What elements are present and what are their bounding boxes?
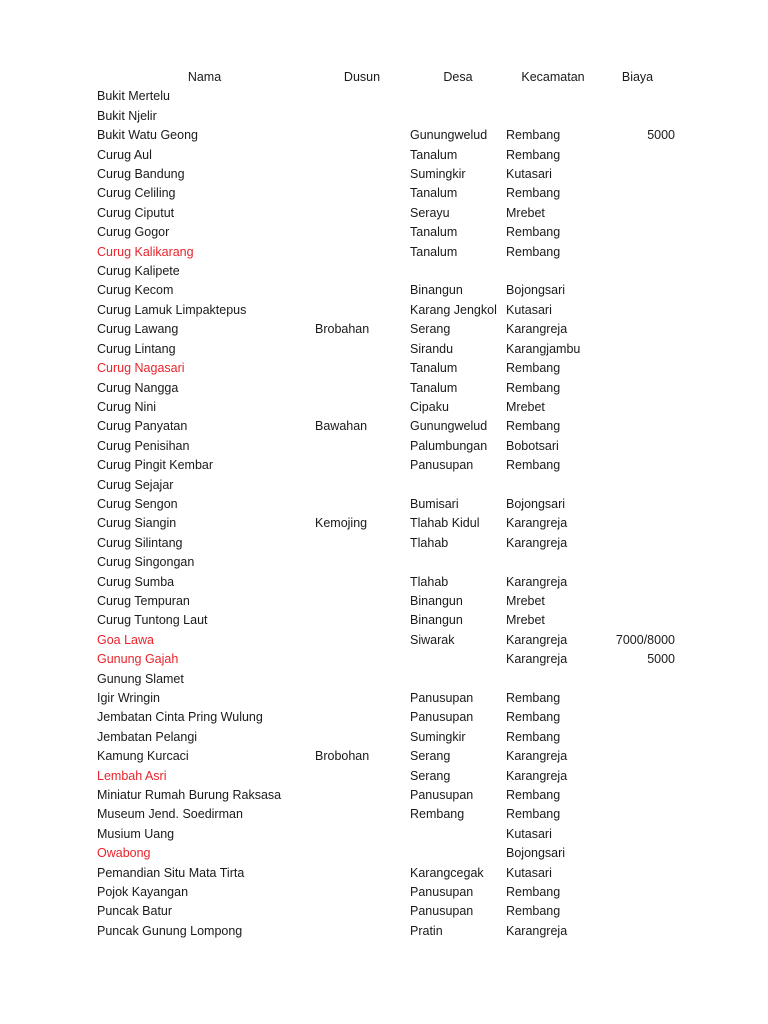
- cell-kecamatan: Rembang: [506, 788, 561, 803]
- cell-desa: Gunungwelud: [410, 419, 488, 434]
- cell-desa: Tanalum: [410, 380, 458, 395]
- cell-nama: Curug Aul: [97, 147, 152, 162]
- cell-desa: Tanalum: [410, 225, 458, 240]
- cell-kecamatan: Bojongsari: [506, 283, 566, 298]
- cell-kecamatan: Kutasari: [506, 865, 552, 880]
- table-row: [0, 689, 768, 708]
- cell-nama: Curug Lintang: [97, 341, 176, 356]
- cell-nama: Kamung Kurcaci: [97, 749, 189, 764]
- cell-nama: Curug Panyatan: [97, 419, 188, 434]
- cell-kecamatan: Karangreja: [506, 322, 568, 337]
- cell-desa: Tanalum: [410, 186, 458, 201]
- cell-nama: Curug Celiling: [97, 186, 176, 201]
- cell-kecamatan: Rembang: [506, 147, 561, 162]
- cell-biaya: 7000/8000: [615, 632, 675, 647]
- table-row: [0, 650, 768, 669]
- cell-desa: Siwarak: [410, 632, 455, 647]
- cell-kecamatan: Mrebet: [506, 613, 545, 628]
- cell-kecamatan: Rembang: [506, 128, 561, 143]
- cell-kecamatan: Kutasari: [506, 167, 552, 182]
- table-row: [0, 573, 768, 592]
- cell-desa: Panusupan: [410, 691, 474, 705]
- cell-biaya: 5000: [647, 128, 675, 143]
- cell-kecamatan: Bojongsari: [506, 496, 566, 511]
- cell-kecamatan: Karangjambu: [506, 341, 581, 356]
- cell-dusun: Kemojing: [315, 516, 368, 531]
- table-row: [0, 805, 768, 824]
- cell-nama: Curug Lawang: [97, 322, 179, 337]
- cell-kecamatan: Karangreja: [506, 535, 568, 550]
- cell-desa: Rembang: [410, 807, 465, 822]
- cell-kecamatan: Karangreja: [506, 632, 568, 647]
- cell-kecamatan: Mrebet: [506, 399, 545, 414]
- table-row: [0, 301, 768, 320]
- cell-desa: Gunungwelud: [410, 128, 488, 143]
- table-row: [0, 553, 768, 572]
- table-row: [0, 767, 768, 786]
- cell-nama: Gunung Gajah: [97, 652, 179, 667]
- cell-nama: Curug Gogor: [97, 225, 170, 240]
- table-row: [0, 398, 768, 417]
- cell-nama: Curug Silintang: [97, 535, 183, 550]
- cell-kecamatan: Rembang: [506, 807, 561, 822]
- cell-nama: Curug Siangin: [97, 516, 177, 531]
- header-kecamatan: Kecamatan: [521, 70, 585, 84]
- cell-nama: Museum Jend. Soedirman: [97, 807, 243, 822]
- cell-biaya: 5000: [647, 652, 675, 667]
- cell-nama: Curug Penisihan: [97, 438, 190, 453]
- table-row: [0, 281, 768, 300]
- table-row: [0, 146, 768, 165]
- table-row: [0, 476, 768, 495]
- cell-kecamatan: Rembang: [506, 904, 561, 919]
- cell-desa: Sumingkir: [410, 729, 466, 744]
- cell-kecamatan: Mrebet: [506, 593, 545, 608]
- cell-kecamatan: Kutasari: [506, 826, 552, 841]
- table-row: [0, 883, 768, 902]
- table-row: [0, 864, 768, 883]
- table-row: [0, 495, 768, 514]
- cell-kecamatan: Bobotsari: [506, 438, 559, 453]
- table-body: [0, 87, 768, 941]
- cell-nama: Curug Tempuran: [97, 593, 190, 608]
- header-row: [0, 68, 768, 87]
- cell-kecamatan: Bojongsari: [506, 846, 566, 861]
- cell-nama: Curug Sumba: [97, 574, 175, 589]
- table-row: [0, 184, 768, 203]
- cell-kecamatan: Mrebet: [506, 205, 545, 220]
- cell-nama: Igir Wringin: [97, 691, 160, 705]
- cell-desa: Panusupan: [410, 458, 474, 473]
- header-dusun: Dusun: [343, 70, 381, 84]
- cell-kecamatan: Rembang: [506, 244, 561, 259]
- cell-desa: Panusupan: [410, 788, 474, 803]
- cell-kecamatan: Rembang: [506, 419, 561, 434]
- cell-kecamatan: Rembang: [506, 458, 561, 473]
- cell-kecamatan: Karangreja: [506, 749, 568, 764]
- cell-nama: Puncak Batur: [97, 904, 173, 919]
- cell-kecamatan: Rembang: [506, 691, 561, 705]
- table-row: [0, 670, 768, 689]
- cell-desa: Tlahab Kidul: [410, 516, 480, 531]
- cell-desa: Binangun: [410, 613, 463, 628]
- cell-kecamatan: Rembang: [506, 380, 561, 395]
- header-biaya: Biaya: [621, 70, 654, 84]
- cell-nama: Bukit Njelir: [97, 108, 157, 123]
- table-row: [0, 708, 768, 727]
- cell-kecamatan: Karangreja: [506, 768, 568, 783]
- table-row: [0, 514, 768, 533]
- table-row: [0, 786, 768, 805]
- cell-desa: Serang: [410, 322, 451, 337]
- cell-desa: Sumingkir: [410, 167, 466, 182]
- cell-kecamatan: Rembang: [506, 186, 561, 201]
- cell-desa: Binangun: [410, 283, 463, 298]
- table-row: [0, 844, 768, 863]
- cell-desa: Tanalum: [410, 147, 458, 162]
- table-row: [0, 223, 768, 242]
- table-row: [0, 165, 768, 184]
- table-row: [0, 728, 768, 747]
- cell-desa: Serang: [410, 749, 451, 764]
- cell-nama: Curug Tuntong Laut: [97, 613, 208, 628]
- cell-nama: Bukit Watu Geong: [97, 128, 198, 143]
- cell-desa: Bumisari: [410, 496, 459, 511]
- cell-desa: Tlahab: [410, 574, 449, 589]
- cell-kecamatan: Rembang: [506, 729, 561, 744]
- table-row: [0, 825, 768, 844]
- cell-desa: Karangcegak: [410, 865, 484, 880]
- cell-kecamatan: Karangreja: [506, 652, 568, 667]
- cell-nama: Lembah Asri: [97, 768, 167, 783]
- cell-nama: Curug Singongan: [97, 555, 195, 570]
- table-row: [0, 902, 768, 921]
- cell-desa: Cipaku: [410, 399, 449, 414]
- cell-nama: Jembatan Pelangi: [97, 729, 198, 744]
- cell-desa: Tanalum: [410, 244, 458, 259]
- cell-dusun: Brobahan: [315, 322, 370, 337]
- table-row: [0, 379, 768, 398]
- cell-kecamatan: Rembang: [506, 361, 561, 376]
- table-row: [0, 243, 768, 262]
- table-row: [0, 747, 768, 766]
- cell-desa: Serayu: [410, 205, 450, 220]
- cell-desa: Karang Jengkol: [410, 302, 497, 317]
- cell-desa: Tanalum: [410, 361, 458, 376]
- cell-nama: Curug Nangga: [97, 380, 179, 395]
- table-row: [0, 340, 768, 359]
- cell-nama: Puncak Gunung Lompong: [97, 923, 243, 938]
- cell-nama: Miniatur Rumah Burung Raksasa: [97, 788, 282, 803]
- cell-kecamatan: Rembang: [506, 710, 561, 725]
- table-row: [0, 262, 768, 281]
- cell-nama: Owabong: [97, 846, 151, 861]
- cell-desa: Pratin: [410, 923, 443, 938]
- cell-nama: Curug Bandung: [97, 167, 185, 182]
- header-nama: Nama: [187, 70, 222, 84]
- cell-nama: Curug Kecom: [97, 283, 174, 298]
- cell-desa: Binangun: [410, 593, 463, 608]
- cell-nama: Curug Nini: [97, 399, 157, 414]
- cell-desa: Tlahab: [410, 535, 449, 550]
- cell-kecamatan: Rembang: [506, 885, 561, 900]
- cell-desa: Panusupan: [410, 710, 474, 725]
- table-row: [0, 437, 768, 456]
- table-row: [0, 922, 768, 941]
- cell-nama: Pemandian Situ Mata Tirta: [97, 865, 245, 880]
- cell-nama: Curug Lamuk Limpaktepus: [97, 302, 247, 317]
- cell-desa: Serang: [410, 768, 451, 783]
- cell-nama: Curug Kalikarang: [97, 244, 194, 259]
- table-row: [0, 456, 768, 475]
- cell-nama: Gunung Slamet: [97, 671, 184, 686]
- table-row: [0, 87, 768, 106]
- cell-nama: Curug Pingit Kembar: [97, 458, 214, 473]
- table-row: [0, 592, 768, 611]
- table-row: [0, 320, 768, 339]
- cell-kecamatan: Kutasari: [506, 302, 552, 317]
- table-row: [0, 534, 768, 553]
- table-row: [0, 107, 768, 126]
- cell-kecamatan: Karangreja: [506, 574, 568, 589]
- table-row: [0, 126, 768, 145]
- cell-nama: Goa Lawa: [97, 632, 154, 647]
- cell-nama: Curug Ciputut: [97, 205, 175, 220]
- cell-nama: Jembatan Cinta Pring Wulung: [97, 710, 263, 725]
- cell-nama: Bukit Mertelu: [97, 89, 170, 104]
- cell-nama: Curug Sengon: [97, 496, 178, 511]
- cell-desa: Panusupan: [410, 904, 474, 919]
- cell-nama: Musium Uang: [97, 826, 175, 841]
- cell-desa: Sirandu: [410, 341, 454, 356]
- table-row: [0, 631, 768, 650]
- table-row: [0, 204, 768, 223]
- table-row: [0, 359, 768, 378]
- spreadsheet-table: [0, 68, 768, 941]
- cell-nama: Curug Nagasari: [97, 361, 185, 376]
- table-row: [0, 417, 768, 436]
- cell-nama: Curug Sejajar: [97, 477, 174, 492]
- cell-desa: Panusupan: [410, 885, 474, 900]
- cell-desa: Palumbungan: [410, 438, 488, 453]
- cell-dusun: Brobohan: [315, 749, 370, 764]
- cell-dusun: Bawahan: [315, 419, 368, 434]
- cell-kecamatan: Karangreja: [506, 923, 568, 938]
- cell-nama: Pojok Kayangan: [97, 885, 189, 900]
- cell-nama: Curug Kalipete: [97, 264, 180, 279]
- header-desa: Desa: [443, 70, 473, 84]
- cell-kecamatan: Rembang: [506, 225, 561, 240]
- table-row: [0, 611, 768, 630]
- cell-kecamatan: Karangreja: [506, 516, 568, 531]
